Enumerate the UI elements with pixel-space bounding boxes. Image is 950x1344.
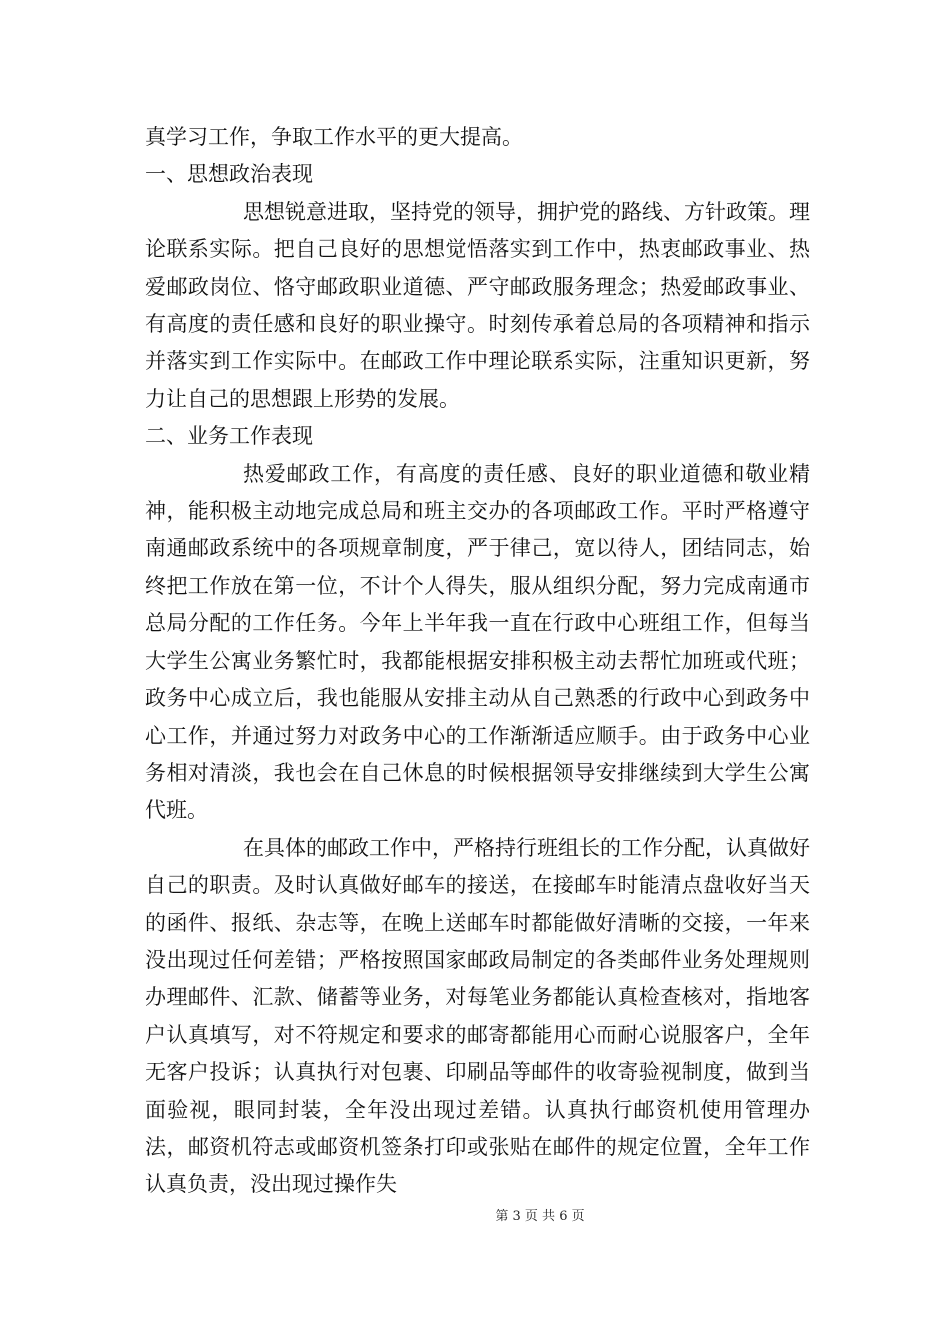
page-footer <box>0 1205 950 1224</box>
paragraph-business-performance: 热爱邮政工作，有高度的责任感、良好的职业道德和敬业精神，能积极主动地完成总局和班主交办的各项邮政工作。平时严格遵守南通邮政系统中的各项规章制度，严于律己，宽以待人，团结同志，始终把工作放在第一位，不计个人得失，服从组织分配，努力完成南通市总局分配的工作任务。今年上半年我一直在行政中心班组工作，但每当大学生公寓业务繁忙时，我都能根据安排积极主动去帮忙加班或代班；政务中心成立后，我也能服从安排主动从自己熟悉的行政中心到政务中心工作，并通过努力对政务中心的工作渐渐适应顺手。由于政务中心业务相对清淡，我也会在自己休息的时候根据领导安排继续到大学生公寓代班。 <box>145 461 810 823</box>
page-number: 第 3 页 共 6 页 <box>495 1209 585 1224</box>
paragraph-continuation: 真学习工作，争取工作水平的更大提高。 <box>145 125 523 149</box>
paragraph-postal-duties: 在具体的邮政工作中，严格持行班组长的工作分配，认真做好自己的职责。及时认真做好邮车的接送，在接邮车时能清点盘收好当天的函件、报纸、杂志等，在晚上送邮车时都能做好清晰的交接，一年来没出现过任何差错；严格按照国家邮政局制定的各类邮件业务处理规则办理邮件、汇款、储蓄等业务，对每笔业务都能认真检查核对，指地客户认真填写，对不符规定和要求的邮寄都能用心而耐心说服客户，全年无客户投诉；认真执行对包裹、印刷品等邮件的收寄验视制度，做到当面验视，眼同封装，全年没出现过差错。认真执行邮资机使用管理办法，邮资机符志或邮资机签条打印或张贴在邮件的规定位置，全年工作认真负责，没出现过操作失 <box>145 835 810 1197</box>
section-heading-business: 二、业务工作表现 <box>145 424 313 449</box>
paragraph-political-performance: 思想锐意进取，坚持党的领导，拥护党的路线、方针政策。理论联系实际。把自己良好的思想觉悟落实到工作中，热衷邮政事业、热爱邮政岗位、恪守邮政职业道德、严守邮政服务理念；热爱邮政事业、有高度的责任感和良好的职业操守。时刻传承着总局的各项精神和指示并落实到工作实际中。在邮政工作中理论联系实际，注重知识更新，努力让自己的思想跟上形势的发展。 <box>145 199 810 411</box>
section-heading-political: 一、思想政治表现 <box>145 162 313 187</box>
document-body <box>145 119 810 1204</box>
